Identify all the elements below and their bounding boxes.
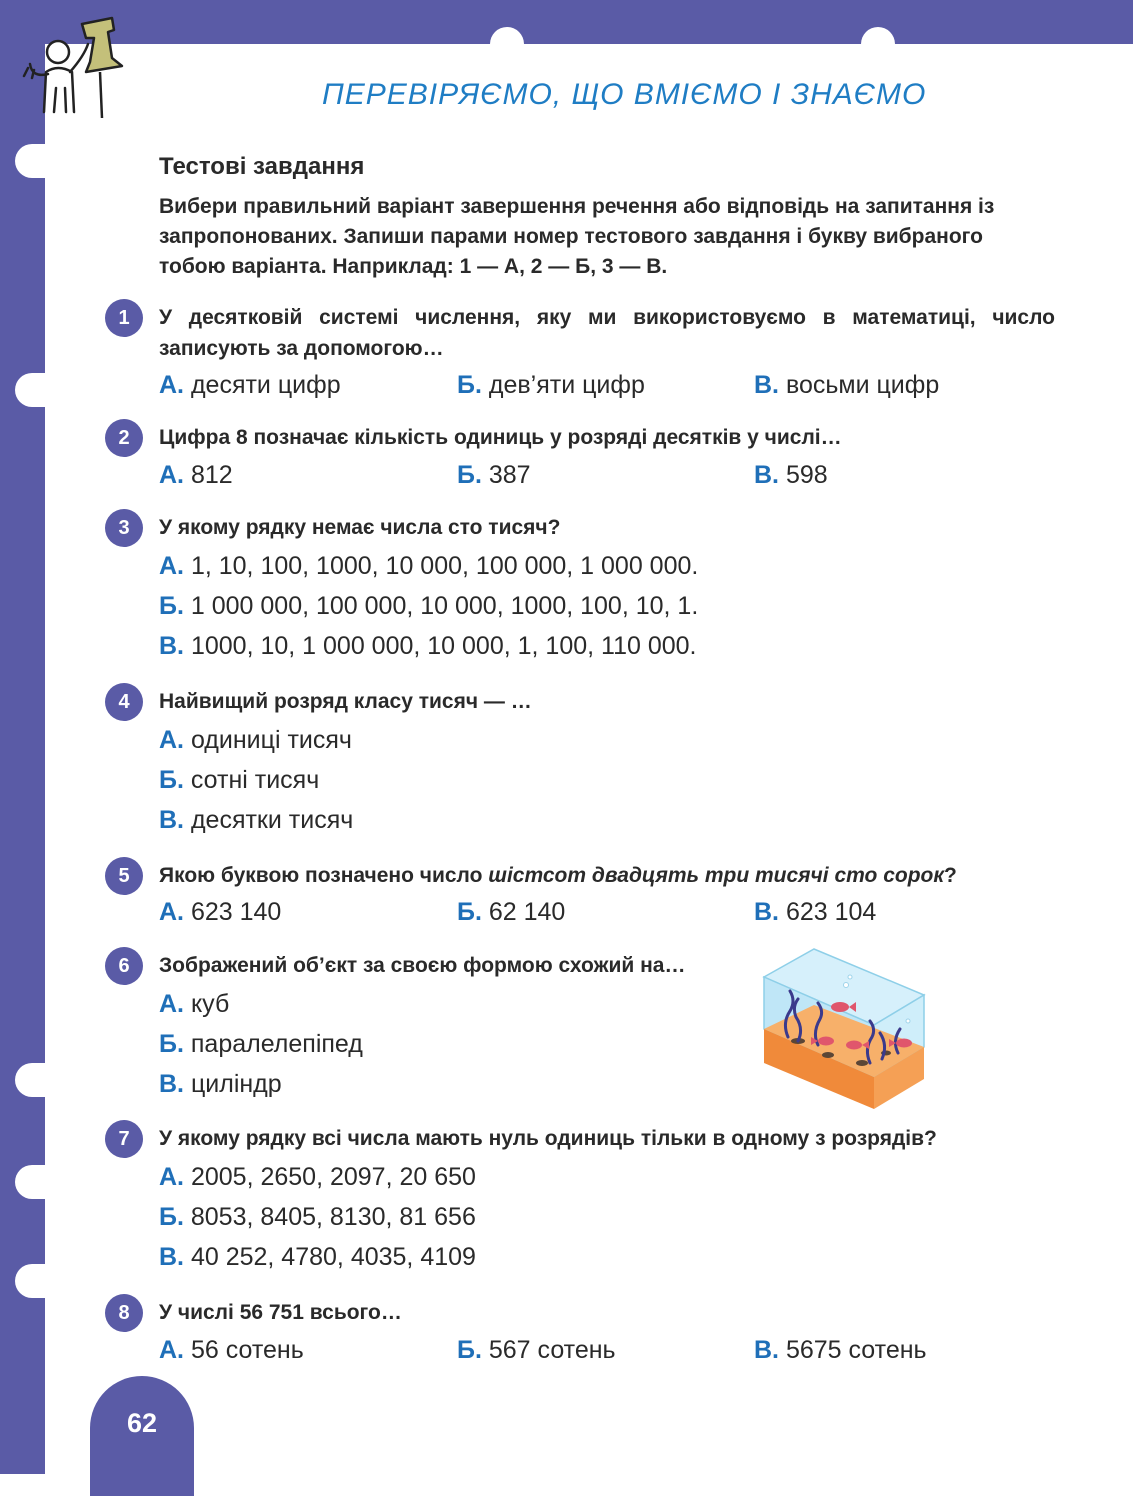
band-notch [15,1165,45,1199]
question-number-badge: 7 [105,1120,143,1158]
question-text: У десятковій системі числення, яку ми використовуємо в математиці, число записують за допомогою… [159,306,1055,360]
question-number-badge: 5 [105,857,143,895]
band-notch [490,27,524,61]
section-title: Тестові завдання [159,153,365,180]
answer-option: Б. 1 000 000, 100 000, 10 000, 1000, 100, 10, 1. [159,592,699,620]
band-notch [15,1264,45,1298]
band-notch [15,1063,45,1097]
answer-option: В. 5675 сотень [754,1336,927,1364]
question-number-badge: 2 [105,419,143,457]
band-notch [861,27,895,61]
question-text: Цифра 8 позначає кількість одиниць у розряді десятків у числі… [159,426,842,449]
question-number-badge: 8 [105,1294,143,1332]
answer-option: Б. 567 сотень [457,1336,616,1364]
answer-option: Б. дев’яти цифр [457,371,645,399]
question-text-italic: шістсот двадцять три тисячі сто сорок [488,864,944,887]
band-notch [15,373,45,407]
question-text: Зображений об’єкт за своєю формою схожий на… [159,954,686,977]
answer-option: Б. 387 [457,461,531,489]
answer-option: А. куб [159,990,230,1018]
answer-option: А. 812 [159,461,233,489]
answer-option: А. одиниці тисяч [159,726,352,754]
question-number-badge: 4 [105,683,143,721]
answer-option: А. 623 140 [159,898,282,926]
answer-option: В. 1000, 10, 1 000 000, 10 000, 1, 100, 110 000. [159,632,697,660]
question-number-badge: 1 [105,299,143,337]
mascot-pushpin-icon [22,8,132,120]
question-text: Якою буквою позначено число шістсот двадцять три тисячі сто сорок? [159,864,957,887]
left-band [0,0,45,1474]
question-number-badge: 3 [105,509,143,547]
answer-option: Б. паралелепіпед [159,1030,363,1058]
question-text: У якому рядку немає числа сто тисяч? [159,516,561,539]
answer-option: В. 40 252, 4780, 4035, 4109 [159,1243,476,1271]
question-text: У якому рядку всі числа мають нуль одиниць тільки в одному з розрядів? [159,1127,937,1150]
question-text: У числі 56 751 всього… [159,1301,402,1324]
page-header-title: ПЕРЕВІРЯЄМО, ЩО ВМІЄМО І ЗНАЄМО [322,78,927,111]
answer-option: А. десяти цифр [159,371,341,399]
answer-option: А. 1, 10, 100, 1000, 10 000, 100 000, 1 000 000. [159,552,699,580]
answer-option: А. 2005, 2650, 2097, 20 650 [159,1163,476,1191]
band-notch [15,144,45,178]
answer-option: Б. 62 140 [457,898,566,926]
question-text: Найвищий розряд класу тисяч — … [159,690,532,713]
answer-option: Б. сотні тисяч [159,766,320,794]
answer-option: В. восьми цифр [754,371,940,399]
aquarium-illustration [758,945,930,1115]
answer-option: В. циліндр [159,1070,282,1098]
question-number-badge: 6 [105,947,143,985]
top-band [0,0,1133,44]
answer-option: А. 56 сотень [159,1336,304,1364]
answer-option: В. 598 [754,461,828,489]
section-instructions: Вибери правильний варіант завершення речення або відповідь на запитання із запропонованих. Запиши парами номер тестового завдання і букву вибраного тобою варіанта. Наприклад: 1 — А, 2 — Б, 3 — В. [159,195,995,278]
page-number: 62 [126,1408,158,1438]
answer-option: Б. 8053, 8405, 8130, 81 656 [159,1203,476,1231]
answer-option: В. десятки тисяч [159,806,354,834]
answer-option: В. 623 104 [754,898,877,926]
